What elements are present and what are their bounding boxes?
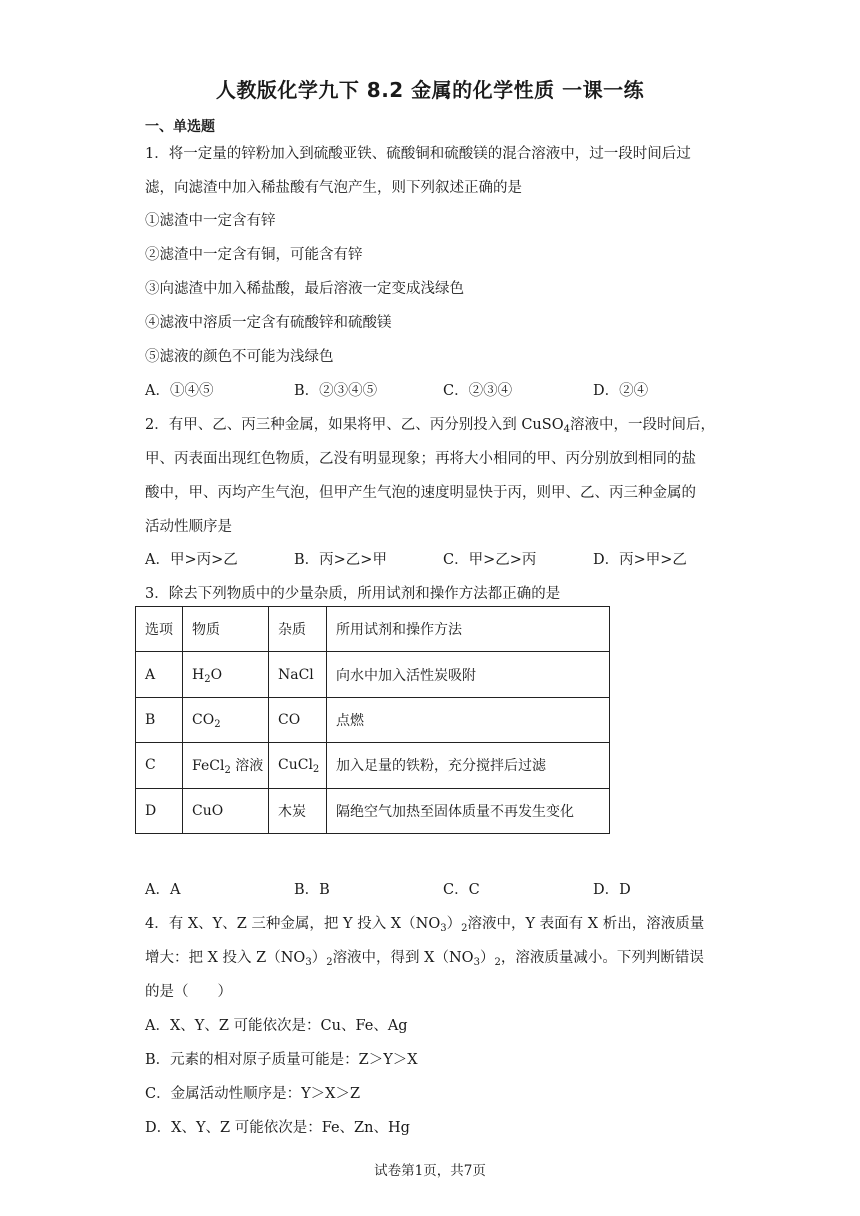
q1-stem-line-2: 滤，向滤渣中加入稀盐酸有气泡产生，则下列叙述正确的是 [145, 180, 522, 196]
q1-statement-2: ②滤渣中一定含有铜，可能含有锌 [145, 247, 363, 263]
q1-option-b: B．②③④⑤ [294, 383, 378, 399]
q1-option-a: A．①④⑤ [145, 383, 214, 399]
table-cell-method: 点燃 [327, 697, 610, 742]
table-cell-substance: CuO [183, 788, 269, 833]
table-header-cell: 所用试剂和操作方法 [327, 607, 610, 652]
q1-statement-1: ①滤渣中一定含有锌 [145, 213, 276, 229]
q4-option-d: D．X、Y、Z 可能依次是：Fe、Zn、Hg [145, 1120, 410, 1136]
q1-option-c: C．②③④ [443, 383, 513, 399]
q1-option-d: D．②④ [593, 383, 649, 399]
table-header-cell: 物质 [183, 607, 269, 652]
q3-option-c: C．C [443, 882, 480, 898]
q2-option-c: C．甲>乙>丙 [443, 552, 537, 568]
q3-table [135, 606, 610, 834]
q2-stem-line-3: 酸中，甲、丙均产生气泡，但甲产生气泡的速度明显快于丙，则甲、乙、丙三种金属的 [145, 485, 696, 501]
q3-stem: 3．除去下列物质中的少量杂质，所用试剂和操作方法都正确的是 [145, 586, 561, 602]
table-cell-method: 隔绝空气加热至固体质量不再发生变化 [327, 788, 610, 833]
table-row [136, 788, 610, 833]
table-header-cell: 杂质 [269, 607, 327, 652]
table-cell-substance: $CO_2$ [183, 697, 269, 742]
q4-option-c: C．金属活动性顺序是：Y＞X＞Z [145, 1086, 361, 1102]
q2-stem-line-1: 2．有甲、乙、丙三种金属，如果将甲、乙、丙分别投入到 CuSO$_4$溶液中，一段时间后， [145, 417, 715, 435]
q3-option-d: D．D [593, 882, 631, 898]
q4-stem-line-3: 的是（ ） [145, 984, 232, 1000]
q1-statement-5: ⑤滤液的颜色不可能为浅绿色 [145, 349, 334, 365]
page-title: 人教版化学九下 8.2 金属的化学性质 一课一练 [215, 78, 645, 102]
table-cell-impurity: CuCl$_2$ [269, 743, 327, 788]
q3-option-b: B．B [294, 882, 330, 898]
page-footer: 试卷第1页，共7页 [374, 1163, 486, 1179]
table-row [136, 697, 610, 742]
q2-option-d: D．丙>甲>乙 [593, 552, 687, 568]
table-cell-option: D [136, 788, 183, 833]
table-cell-method: 加入足量的铁粉，充分搅拌后过滤 [327, 743, 610, 788]
table-cell-impurity: NaCl [269, 652, 327, 697]
q3-option-a: A．A [145, 882, 181, 898]
table-cell-impurity: CO [269, 697, 327, 742]
table-cell-impurity: 木炭 [269, 788, 327, 833]
q2-option-b: B．丙>乙>甲 [294, 552, 387, 568]
q4-stem-line-2: 增大：把 X 投入 $Z(NO_3)_2$溶液中，得到 $X(NO_3)_2$，溶液质量减小。下列判断错误 [145, 950, 704, 968]
q4-option-b: B．元素的相对原子质量可能是：Z＞Y＞X [145, 1052, 418, 1068]
q4-stem-line-1: 4．有 X、Y、Z 三种金属，把 Y 投入 $X(NO_3)_2$溶液中，Y 表面有 X 析出，溶液质量 [145, 916, 705, 934]
table-cell-substance: $H_2O$ [183, 652, 269, 697]
table-cell-substance: FeCl$_2$ 溶液 [183, 743, 269, 788]
table-cell-method: 向水中加入活性炭吸附 [327, 652, 610, 697]
table-header-row [136, 607, 610, 652]
q1-statement-4: ④滤液中溶质一定含有硫酸锌和硫酸镁 [145, 315, 392, 331]
q2-option-a: A．甲>丙>乙 [145, 552, 238, 568]
table-cell-option: A [136, 652, 183, 697]
section-heading: 一、单选题 [145, 119, 215, 135]
table-header-cell: 选项 [136, 607, 183, 652]
q1-stem-line-1: 1．将一定量的锌粉加入到硫酸亚铁、硫酸铜和硫酸镁的混合溶液中，过一段时间后过 [145, 146, 691, 162]
table-row [136, 743, 610, 788]
q2-stem-line-4: 活动性顺序是 [145, 519, 232, 535]
q4-option-a: A．X、Y、Z 可能依次是：Cu、Fe、Ag [145, 1018, 408, 1034]
table-cell-option: C [136, 743, 183, 788]
table-row [136, 652, 610, 697]
q1-statement-3: ③向滤渣中加入稀盐酸，最后溶液一定变成浅绿色 [145, 281, 464, 297]
table-cell-option: B [136, 697, 183, 742]
q2-stem-line-2: 甲、丙表面出现红色物质，乙没有明显现象；再将大小相同的甲、丙分别放到相同的盐 [145, 451, 696, 467]
